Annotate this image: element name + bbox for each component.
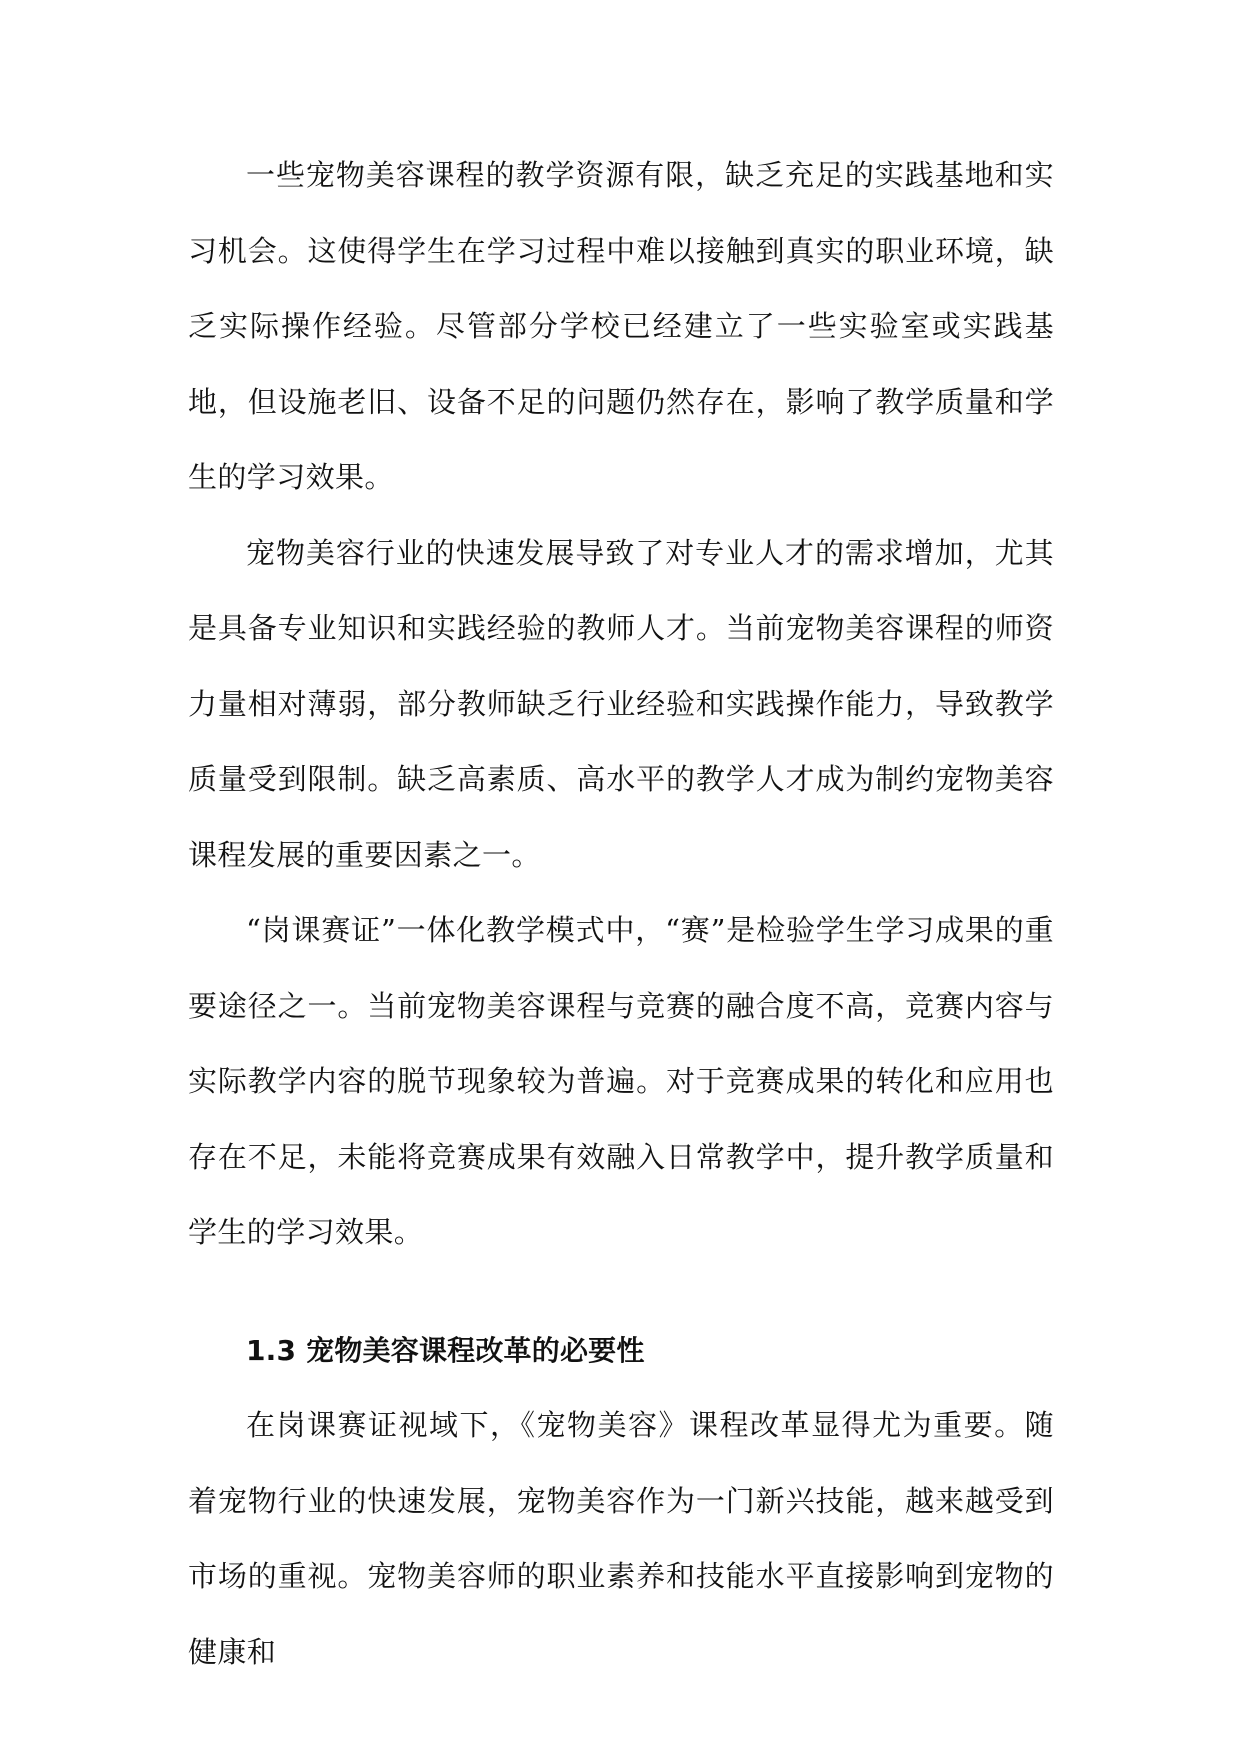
paragraph-teacher-talent: 宠物美容行业的快速发展导致了对专业人才的需求增加，尤其是具备专业知识和实践经验的教师人才。当前宠物美容课程的师资力量相对薄弱，部分教师缺乏行业经验和实践操作能力，导致教学质量受到限制。缺乏高素质、高水平的教学人才成为制约宠物美容课程发展的重要因素之一。 bbox=[188, 535, 1054, 872]
paragraph-teaching-resources: 一些宠物美容课程的教学资源有限，缺乏充足的实践基地和实习机会。这使得学生在学习过程中难以接触到真实的职业环境，缺乏实际操作经验。尽管部分学校已经建立了一些实验室或实践基地，但设施老旧、设备不足的问题仍然存在，影响了教学质量和学生的学习效果。 bbox=[188, 158, 1054, 494]
paragraph-competition-integration: “岗课赛证”一体化教学模式中，“赛”是检验学生学习成果的重要途径之一。当前宠物美容课程与竞赛的融合度不高，竞赛内容与实际教学内容的脱节现象较为普遍。对于竞赛成果的转化和应用也存在不足，未能将竞赛成果有效融入日常教学中，提升教学质量和学生的学习效果。 bbox=[188, 913, 1054, 1249]
paragraph-reform-necessity: 在岗课赛证视域下，《宠物美容》课程改革显得尤为重要。随着宠物行业的快速发展，宠物美容作为一门新兴技能，越来越受到市场的重视。宠物美容师的职业素养和技能水平直接影响到宠物的健康和 bbox=[188, 1408, 1054, 1669]
section-heading: 1.3 宠物美容课程改革的必要性 bbox=[246, 1333, 645, 1367]
document-body bbox=[188, 138, 1054, 1690]
